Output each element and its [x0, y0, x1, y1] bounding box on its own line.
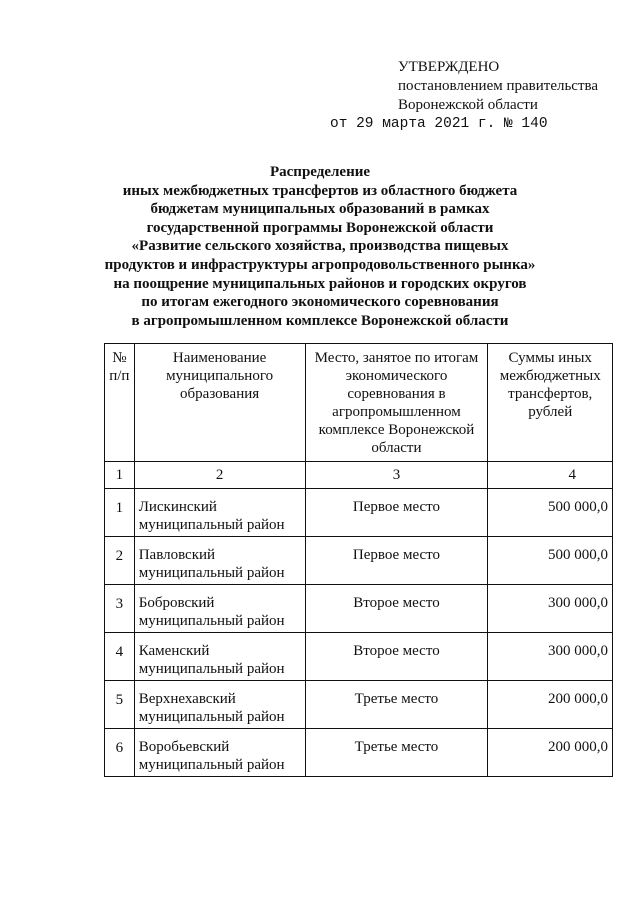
row-number: 3 — [105, 585, 135, 633]
approval-decree-line: постановлением правительства — [398, 78, 599, 94]
row-number: 5 — [105, 681, 135, 729]
title-line: по итогам ежегодного экономического соревнования — [141, 294, 499, 311]
title-line: Распределение — [269, 164, 371, 180]
header-place: Место, занятое по итогам экономического соревнования в агропромышленном комплексе Воронежской области — [305, 344, 488, 462]
table-row — [105, 537, 613, 585]
approval-stamp — [330, 58, 599, 134]
row-number: 2 — [105, 537, 135, 585]
table-row — [105, 729, 613, 777]
approval-date-number: от 29 марта 2021 г. № 140 — [330, 116, 548, 132]
header-amount: Суммы иных межбюджетных трансфертов, рублей — [488, 344, 613, 462]
municipality-name: Каменский муниципальный район — [134, 633, 305, 681]
municipality-name: Бобровский муниципальный район — [134, 585, 305, 633]
title-line: «Развитие сельского хозяйства, производства пищевых — [131, 238, 509, 255]
municipality-name: Лискинский муниципальный район — [134, 489, 305, 537]
place-value: Третье место — [305, 729, 488, 777]
title-line: на поощрение муниципальных районов и городских округов — [113, 275, 527, 292]
amount-value: 500 000,0 — [488, 537, 613, 585]
header-municipality: Наименование муниципального образования — [134, 344, 305, 462]
title-line: бюджетам муниципальных образований в рамках — [150, 201, 490, 218]
header-number: № п/п — [105, 344, 135, 462]
table-row — [105, 585, 613, 633]
amount-value: 300 000,0 — [488, 585, 613, 633]
place-value: Первое место — [305, 537, 488, 585]
column-index-row — [105, 462, 613, 489]
amount-value: 300 000,0 — [488, 633, 613, 681]
title-line: в агропромышленном комплексе Воронежской области — [131, 312, 509, 329]
column-index: 2 — [134, 462, 305, 489]
row-number: 6 — [105, 729, 135, 777]
column-index: 3 — [305, 462, 488, 489]
distribution-table — [104, 343, 613, 777]
row-number: 4 — [105, 633, 135, 681]
column-index: 4 — [488, 462, 613, 489]
title-line: иных межбюджетных трансфертов из областного бюджета — [122, 182, 518, 199]
place-value: Второе место — [305, 633, 488, 681]
amount-value: 200 000,0 — [488, 729, 613, 777]
table-row — [105, 681, 613, 729]
amount-value: 200 000,0 — [488, 681, 613, 729]
municipality-name: Верхнехавский муниципальный район — [134, 681, 305, 729]
table-row — [105, 633, 613, 681]
column-index: 1 — [105, 462, 135, 489]
document-title — [60, 163, 580, 330]
approval-region-line: Воронежской области — [398, 97, 538, 113]
table-header-row — [105, 344, 613, 462]
place-value: Третье место — [305, 681, 488, 729]
title-line: государственной программы Воронежской области — [146, 219, 494, 236]
municipality-name: Воробьевский муниципальный район — [134, 729, 305, 777]
municipality-name: Павловский муниципальный район — [134, 537, 305, 585]
place-value: Первое место — [305, 489, 488, 537]
table-row — [105, 489, 613, 537]
title-line: продуктов и инфраструктуры агропродовольственного рынка» — [104, 256, 536, 273]
amount-value: 500 000,0 — [488, 489, 613, 537]
row-number: 1 — [105, 489, 135, 537]
place-value: Второе место — [305, 585, 488, 633]
approval-heading: УТВЕРЖДЕНО — [398, 59, 500, 75]
